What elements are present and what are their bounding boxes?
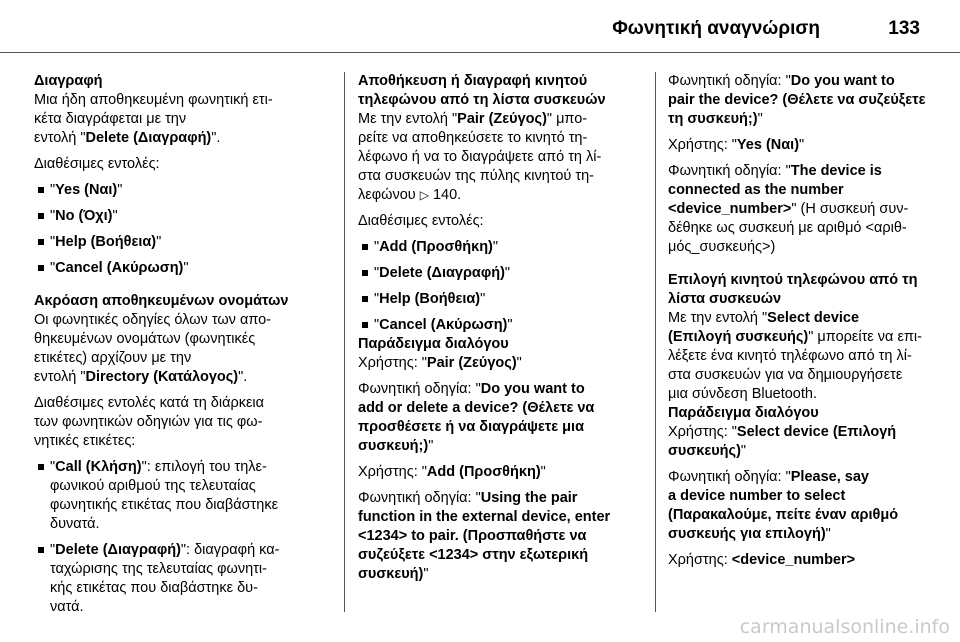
command-text: Help (Βοήθεια): [55, 234, 157, 250]
paragraph-line: (Επιλογή συσκευής)" μπορείτε να επι-: [668, 329, 922, 345]
available-commands-label: Διαθέσιμες εντολές:: [358, 213, 484, 229]
paragraph-line: ρείτε να αποθηκεύσετε το κινητό τη-: [358, 130, 588, 146]
command-text: <device_number>: [731, 552, 856, 568]
dialog-voice-line: Φωνητική οδηγία: "Do you want to pair the device? (Θέλετε να συζεύξετε τη συσκευή;)": [668, 73, 926, 127]
column-divider-2: [655, 72, 656, 612]
dialog-user-line: Χρήστης: "Add (Προσθήκη)": [358, 464, 546, 480]
paragraph-line: μια σύνδεση Bluetooth.: [668, 386, 817, 402]
example-heading: Παράδειγμα διαλόγου: [358, 336, 509, 352]
dialog-voice-line: Φωνητική οδηγία: "The device is connected as the number <device_number>" (Η συσκευή συν- δέθηκε ως συσκευή με αριθμό <αριθ- μός_συσκευής>): [668, 163, 909, 255]
example-heading: Παράδειγμα διαλόγου: [668, 405, 819, 421]
list-item: "Call (Κλήση)": επιλογή του τηλε- φωνικού αριθμού της τελευταίας φωνητικής ετικέτας που διαβάστηκε δυνατά.: [34, 458, 346, 534]
command-text: Delete (Διαγραφή): [55, 542, 181, 558]
list-item: "No (Όχι)": [34, 207, 346, 226]
list-item: "Add (Προσθήκη)": [358, 238, 654, 257]
dialog-voice-line: Φωνητική οδηγία: "Please, say a device number to select (Παρακαλούμε, πείτε έναν αριθμό συσκευής για επιλογή)": [668, 469, 899, 542]
paragraph-line: των φωνητικών οδηγιών για τις φω-: [34, 414, 263, 430]
command-text: Pair (Ζεύγος): [426, 355, 517, 371]
list-item: "Delete (Διαγραφή)": διαγραφή κα- ταχώρισης της τελευταίας φωνητι- κής ετικέτας που διαβάστηκε δυ- νατά.: [34, 541, 346, 617]
list-item: "Yes (Ναι)": [34, 181, 346, 200]
paragraph-line: κέτα διαγράφεται με την: [34, 111, 187, 127]
dialog-voice-line: Φωνητική οδηγία: "Do you want to add or delete a device? (Θέλετε να προσθέσετε ή να διαγράψετε μια συσκευή;)": [358, 381, 595, 454]
dialog-user-line: Χρήστης: <device_number>: [668, 552, 856, 568]
paragraph-line: Με την εντολή "Pair (Ζεύγος)" μπο-: [358, 111, 588, 127]
command-text: Add (Προσθήκη): [379, 239, 493, 255]
list-item: "Delete (Διαγραφή)": [358, 264, 654, 283]
paragraph-line: Με την εντολή "Select device: [668, 310, 860, 326]
paragraph-line: εντολή "Directory (Κατάλογος)".: [34, 369, 248, 385]
header-divider: [0, 52, 960, 53]
command-text: Add (Προσθήκη): [426, 464, 541, 480]
paragraph-line: εντολή "Delete (Διαγραφή)".: [34, 130, 221, 146]
page-title: Φωνητική αναγνώριση: [612, 18, 820, 39]
section-heading-select: λίστα συσκευών: [668, 291, 782, 307]
command-text: Pair (Ζεύγος): [457, 111, 547, 127]
command-text: Help (Βοήθεια): [379, 291, 481, 307]
section-heading-select: Επιλογή κινητού τηλεφώνου από τη: [668, 272, 918, 288]
command-text: Cancel (Ακύρωση): [55, 260, 184, 276]
paragraph-line: θηκευμένων ονομάτων (φωνητικές: [34, 331, 256, 347]
dialog-user-line: Χρήστης: "Yes (Ναι)": [668, 137, 805, 153]
command-text: Delete (Διαγραφή): [85, 130, 212, 146]
list-item: "Cancel (Ακύρωση)": [358, 316, 654, 335]
list-item: "Cancel (Ακύρωση)": [34, 259, 346, 278]
paragraph-line: στα συσκευών για να δημιουργήσετε: [668, 367, 903, 383]
section-heading-playback: Ακρόαση αποθηκευμένων ονομάτων: [34, 293, 289, 309]
command-text: Yes (Ναι): [55, 182, 118, 198]
paragraph-line: Οι φωνητικές οδηγίες όλων των απο-: [34, 312, 272, 328]
paragraph-line: λεφώνου ▷ 140.: [358, 187, 462, 203]
paragraph-line: νητικές ετικέτες:: [34, 433, 136, 449]
paragraph-line: στα συσκευών της πύλης κινητού τη-: [358, 168, 594, 184]
column-1: [34, 72, 346, 617]
command-text: Call (Κλήση): [55, 459, 142, 475]
command-text: No (Όχι): [55, 208, 113, 224]
command-text: (Επιλογή συσκευής): [668, 329, 809, 345]
page-number: 133: [888, 18, 920, 39]
watermark: carmanualsonline.info: [739, 616, 950, 638]
command-text: Select device: [767, 310, 860, 326]
paragraph-line: λέξετε ένα κινητό τηλέφωνο από τη λί-: [668, 348, 912, 364]
paragraph-line: λέφωνο ή να το διαγράψετε από τη λί-: [358, 149, 602, 165]
dialog-user-line: Χρήστης: "Pair (Ζεύγος)": [358, 355, 522, 371]
list-item: "Help (Βοήθεια)": [34, 233, 346, 252]
dialog-voice-line: Φωνητική οδηγία: "Using the pair function in the external device, enter <1234> to pair. (Προσπαθήστε να συζεύξετε <1234> στην εξωτερική συσκευή)": [358, 490, 611, 582]
dialog-user-line: Χρήστης: "Select device (Επιλογή συσκευής)": [668, 424, 897, 459]
paragraph-line: Διαθέσιμες εντολές κατά τη διάρκεια: [34, 395, 265, 411]
section-heading-pair: Αποθήκευση ή διαγραφή κινητού: [358, 73, 588, 89]
command-text: Yes (Ναι): [736, 137, 800, 153]
paragraph-line: Μια ήδη αποθηκευμένη φωνητική ετι-: [34, 92, 273, 108]
section-heading-delete: Διαγραφή: [34, 73, 103, 89]
command-text: Directory (Κατάλογος): [85, 369, 239, 385]
section-heading-pair: τηλεφώνου από τη λίστα συσκευών: [358, 92, 606, 108]
list-item: "Help (Βοήθεια)": [358, 290, 654, 309]
command-text: Delete (Διαγραφή): [379, 265, 505, 281]
column-3: [668, 72, 958, 570]
column-2: [358, 72, 654, 584]
available-commands-label: Διαθέσιμες εντολές:: [34, 156, 160, 172]
page-reference-icon: ▷: [419, 188, 429, 202]
command-text: Cancel (Ακύρωση): [379, 317, 508, 333]
paragraph-line: ετικέτες) αρχίζουν με την: [34, 350, 192, 366]
